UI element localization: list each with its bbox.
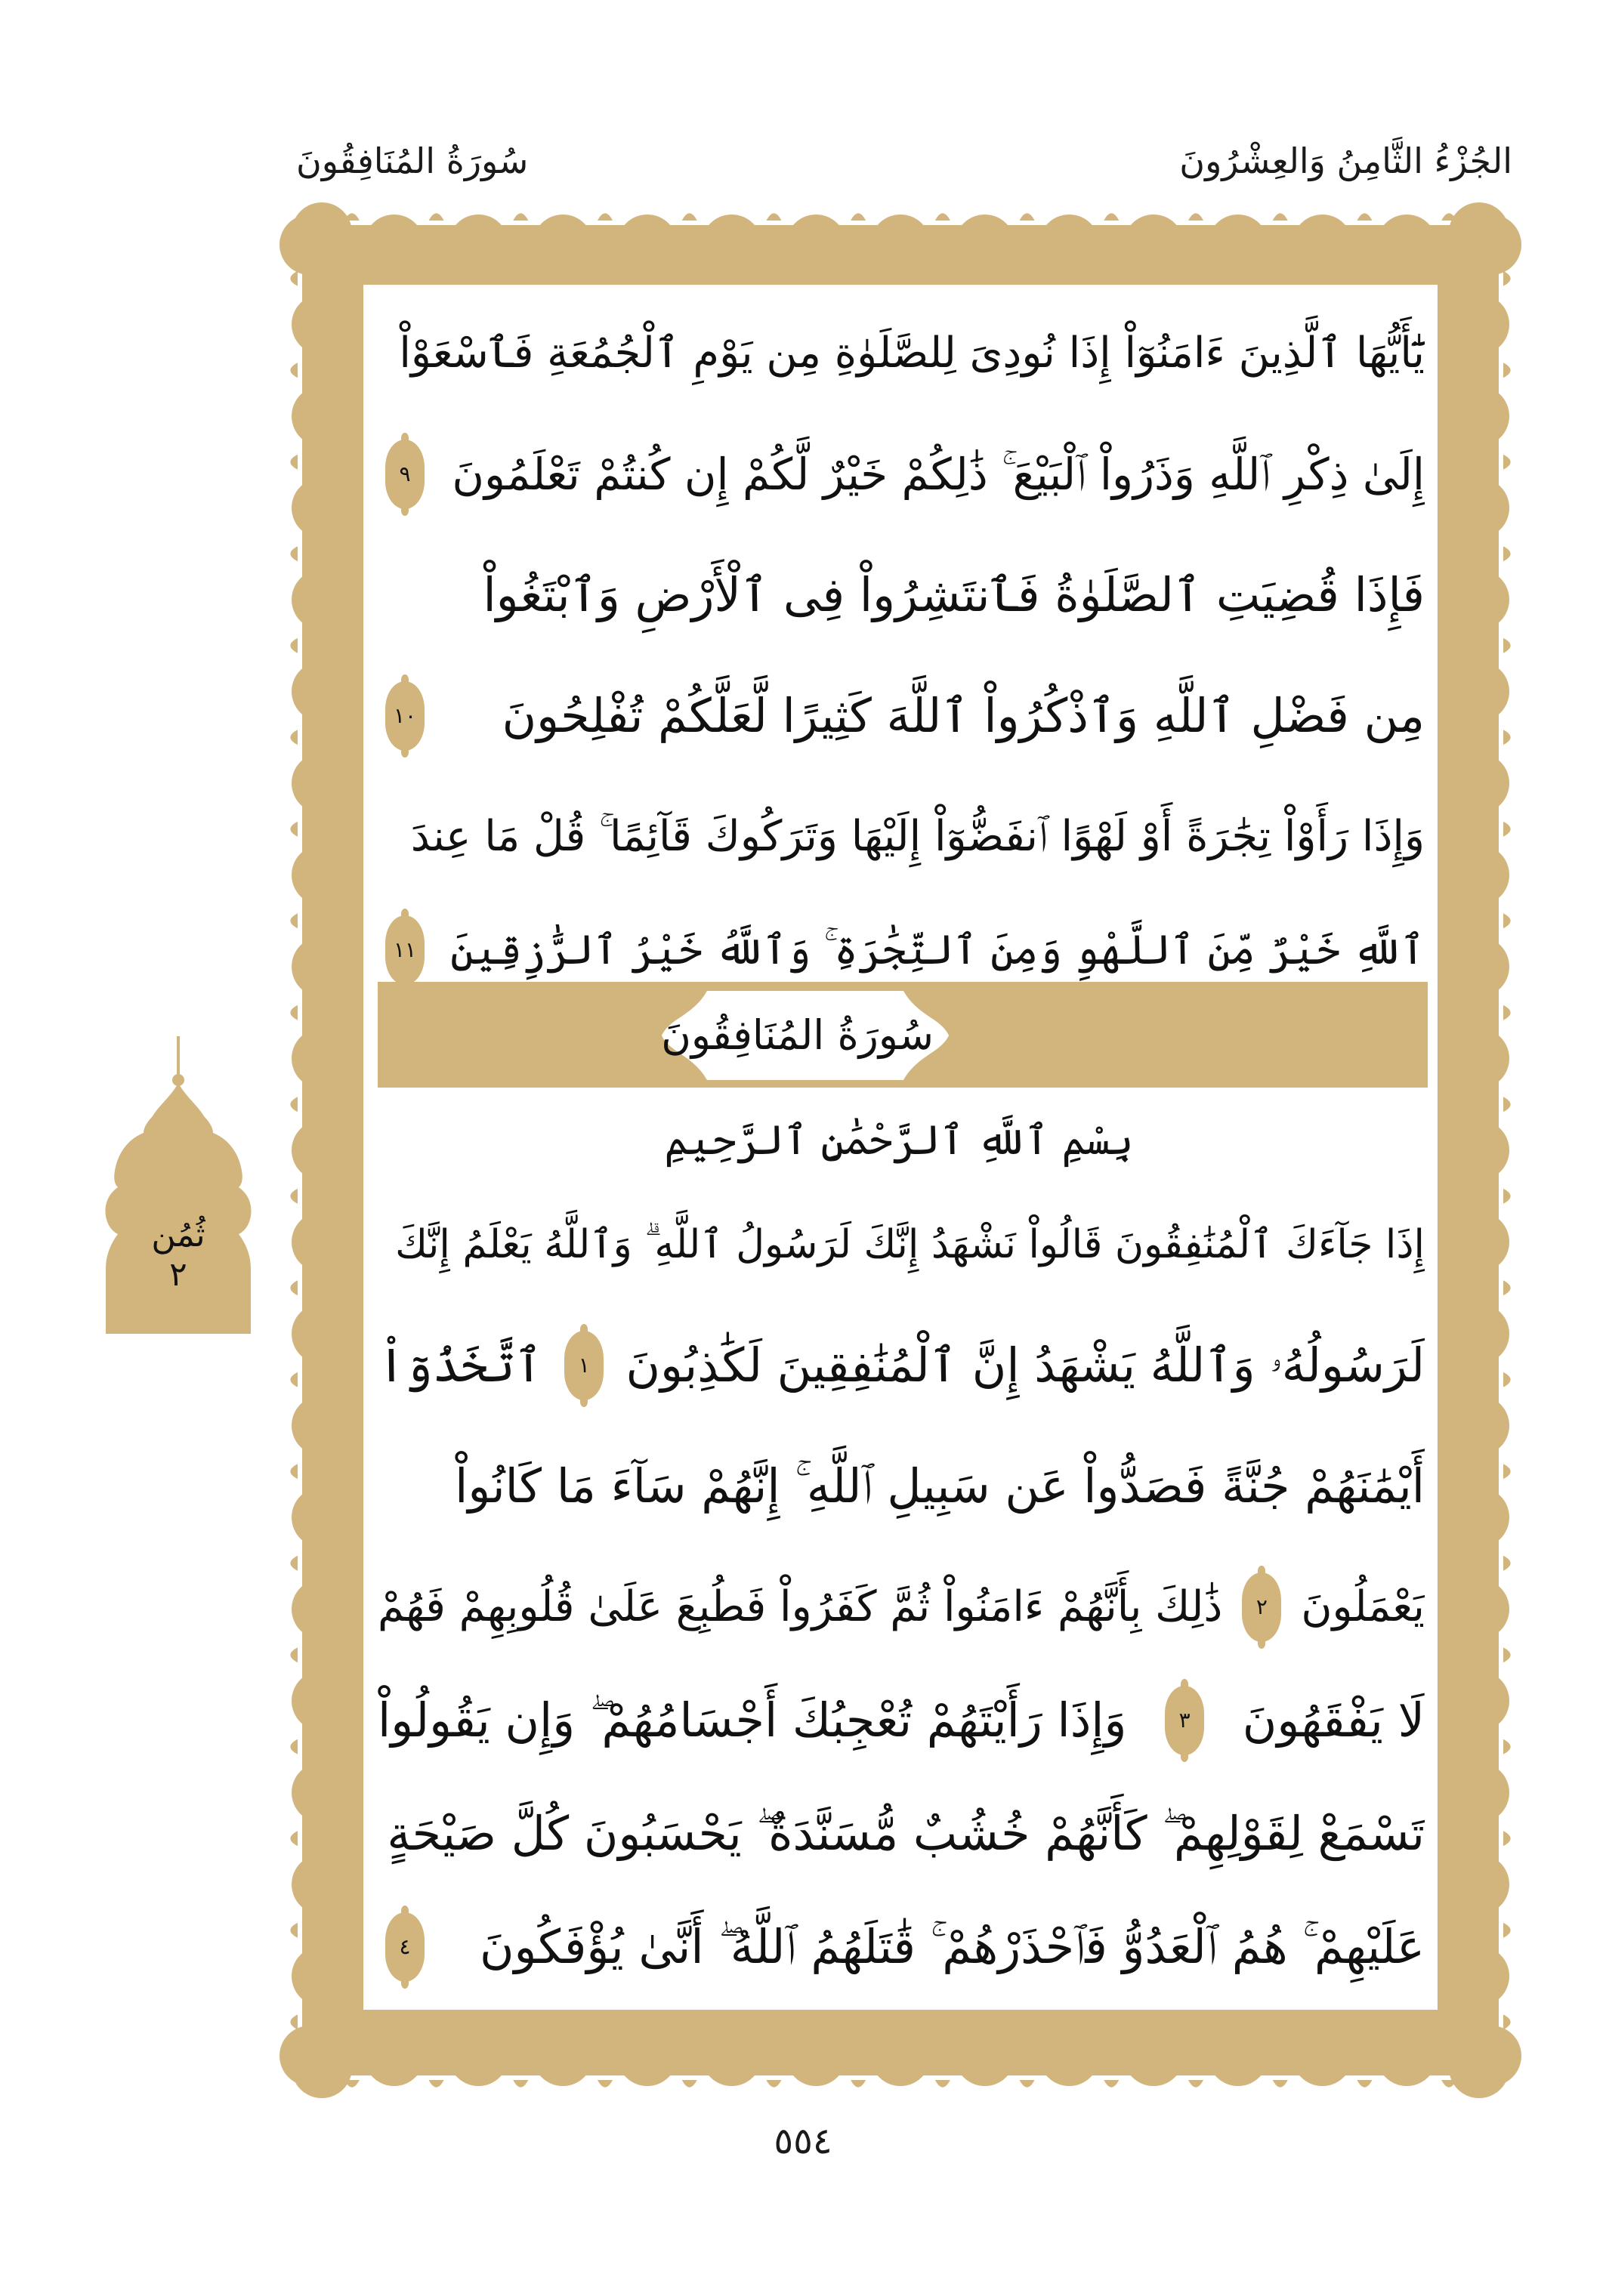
text-line xyxy=(378,785,1425,888)
ayah-marker-icon: ٩ xyxy=(385,440,425,509)
verse-text: لَرَسُولُهُۥ وَٱللَّهُ يَشْهَدُ إِنَّ ٱلْمُنَٰفِقِينَ لَكَٰذِبُونَ xyxy=(625,1338,1425,1393)
verse-text: ٱتَّخَذُوٓاْ xyxy=(378,1338,542,1393)
thumun-number: ٢ xyxy=(169,1255,187,1294)
verse-text: لَا يَفْقَهُونَ xyxy=(1242,1693,1425,1748)
verse-text: وَإِذَا رَأَيْتَهُمْ تُعْجِبُكَ أَجْسَامُهُمْ ۖ وَإِن يَقُولُواْ xyxy=(378,1693,1127,1748)
text-line xyxy=(378,1435,1425,1538)
verse-text: إِلَىٰ ذِكْرِ ٱللَّهِ وَذَرُواْ ٱلْبَيْعَ ۚ ذَٰلِكُمْ خَيْرٌ لَّكُمْ إِن كُنتُمْ تَعْلَمُونَ xyxy=(452,449,1425,500)
thumun-text: ثُمُن xyxy=(151,1216,205,1254)
text-line xyxy=(378,1314,1425,1417)
text-line xyxy=(378,1193,1425,1296)
verse-text: أَيْمَٰنَهُمْ جُنَّةً فَصَدُّواْ عَن سَبِيلِ ٱللَّهِ ۚ إِنَّهُمْ سَآءَ مَا كَانُواْ xyxy=(455,1458,1425,1514)
surah-header: سُورَةُ المُنَافِقُونَ xyxy=(296,140,529,181)
text-line xyxy=(378,544,1425,647)
ayah-marker-icon: ١١ xyxy=(385,915,425,985)
text-line xyxy=(378,1669,1425,1772)
verse-text: مِن فَضْلِ ٱللَّهِ وَٱذْكُرُواْ ٱللَّهَ كَثِيرًا لَّعَلَّكُمْ تُفْلِحُونَ xyxy=(502,688,1425,743)
text-line xyxy=(378,1556,1425,1659)
text-line xyxy=(378,423,1425,526)
thumun-marker-icon xyxy=(98,1027,258,1344)
verse-text: تَسْمَعْ لِقَوْلِهِمْ ۖ كَأَنَّهُمْ خُشُبٌ مُّسَنَّدَةٌ ۖ يَحْسَبُونَ كُلَّ صَيْحَةٍ xyxy=(387,1806,1425,1861)
ayah-marker-icon: ١ xyxy=(564,1331,604,1400)
ayah-marker-icon: ٤ xyxy=(385,1912,425,1982)
verse-text: إِذَا جَآءَكَ ٱلْمُنَٰفِقُونَ قَالُواْ نَشْهَدُ إِنَّكَ لَرَسُولُ ٱللَّهِ ۗ وَٱللَّهُ يَعْلَمُ إِنَّكَ xyxy=(395,1222,1425,1267)
verse-text: ذَٰلِكَ بِأَنَّهُمْ ءَامَنُواْ ثُمَّ كَفَرُواْ فَطُبِعَ عَلَىٰ قُلُوبِهِمْ فَهُمْ xyxy=(378,1582,1223,1631)
surah-title: سُورَةُ المُنَافِقُونَ xyxy=(661,1011,934,1059)
text-line xyxy=(378,302,1425,405)
text-line xyxy=(378,1896,1425,1998)
text-line xyxy=(378,665,1425,767)
verse-text: فَإِذَا قُضِيَتِ ٱلصَّلَوٰةُ فَٱنتَشِرُواْ فِى ٱلْأَرْضِ وَٱبْتَغُواْ xyxy=(483,567,1425,622)
thumun-label xyxy=(106,1216,251,1295)
verse-text: ٱللَّهِ خَيْرٌ مِّنَ ٱللَّهْوِ وَمِنَ ٱلتِّجَٰرَةِ ۚ وَٱللَّهُ خَيْرُ ٱلرَّٰزِقِينَ xyxy=(450,926,1425,974)
juz-header: الجُزْءُ الثَّامِنُ وَالعِشْرُونَ xyxy=(1179,140,1512,181)
ayah-marker-icon: ١٠ xyxy=(385,681,425,751)
ayah-marker-icon: ٢ xyxy=(1242,1572,1281,1642)
page-number: ٥٥٤ xyxy=(774,2120,832,2162)
text-line xyxy=(378,1782,1425,1885)
ayah-marker-icon: ٣ xyxy=(1165,1686,1204,1755)
verse-text: يَٰٓأَيُّهَا ٱلَّذِينَ ءَامَنُوٓاْ إِذَا نُودِىَ لِلصَّلَوٰةِ مِن يَوْمِ ٱلْجُمُعَةِ فَٱسْعَوْاْ xyxy=(399,329,1425,378)
verse-text: وَإِذَا رَأَوْاْ تِجَٰرَةً أَوْ لَهْوًا ٱنفَضُّوٓاْ إِلَيْهَا وَتَرَكُوكَ قَآئِمًا ۚ قُلْ مَا عِندَ xyxy=(410,812,1425,861)
basmala: بِسْمِ ٱللَّهِ ٱلرَّحْمَٰنِ ٱلرَّحِيمِ xyxy=(664,1116,1134,1164)
verse-text: عَلَيْهِمْ ۚ هُمُ ٱلْعَدُوُّ فَٱحْذَرْهُمْ ۚ قَٰتَلَهُمُ ٱللَّهُ ۖ أَنَّىٰ يُؤْفَكُونَ xyxy=(479,1919,1425,1974)
verse-text: يَعْمَلُونَ xyxy=(1301,1582,1425,1631)
